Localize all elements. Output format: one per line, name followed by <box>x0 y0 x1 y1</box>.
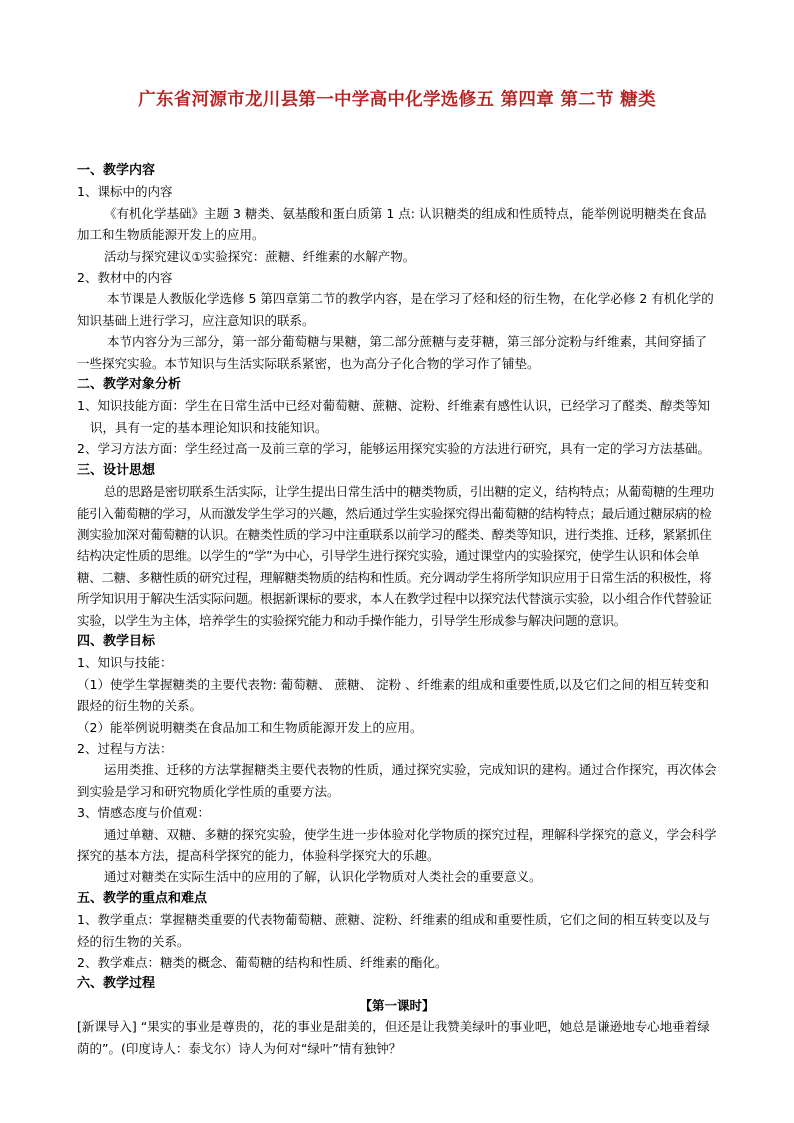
section-heading-keypoints: 五、教学的重点和难点 <box>77 890 208 906</box>
subheading-curriculum: 1、课标中的内容 <box>77 184 173 200</box>
paragraph-design: 总的思路是密切联系生活实际，让学生提出日常生活中的糖类物质，引出糖的定义，结构特点；从葡萄糖的生理功能引入葡萄糖的学习，从而激发学生学习的兴趣，然后通过学生实验探究得出葡萄糖的结构特点；最后通过糖尿病的检测实验加深对葡萄糖的认识。在糖类性质的学习中注重联系以前学习的醛类、醇类等知识，进行类推、迁移，紧紧抓住结构决定性质的思维。以学生的“学”为中心，引导学生进行探究实验，通过课堂内的实验探究，使学生认识和体会单糖、二糖、多糖性质的研究过程，理解糖类物质的结构和性质。充分调动学生将所学知识应用于日常生活的积极性，将所学知识用于解决生活实际问题。根据新课标的要求，本人在教学过程中以探究法代替演示实验，以小组合作代替验证实验，以学生为主体，培养学生的实验探究能力和动手操作能力，引导学生形成参与解决问题的意识。 <box>77 484 715 628</box>
document-title: 广东省河源市龙川县第一中学高中化学选修五 第四章 第二节 糖类 <box>138 90 656 110</box>
subheading-attitude: 3、情感态度与价值观： <box>77 805 210 821</box>
section-heading-content: 一、教学内容 <box>77 163 156 178</box>
subheading-textbook: 2、教材中的内容 <box>77 270 173 286</box>
paragraph-learning-methods: 2、学习方法方面：学生经过高一及前三章的学习，能够运用探究实验的方法进行研究，具有一定的学习方法基础。 <box>77 441 710 457</box>
paragraph-goal-2: （2）能举例说明糖类在食品加工和生物质能源开发上的应用。 <box>77 719 423 735</box>
paragraph-knowledge-skills: 1、知识技能方面：学生在日常生活中已经对葡萄糖、蔗糖、淀粉、纤维素有感性认识，已经学习了醛类、醇类等知识，具有一定的基本理论知识和技能知识。 <box>77 398 710 435</box>
paragraph-significance: 通过对糖类在实际生活中的应用的了解，认识化学物质对人类社会的重要意义。 <box>104 869 542 885</box>
paragraph-structure: 本节内容分为三部分，第一部分葡萄糖与果糖，第二部分蔗糖与麦芽糖，第三部分淀粉与纤维素，其间穿插了一些探究实验。本节知识与生活实际联系紧密，也为高分子化合物的学习作了铺垫。 <box>77 334 708 371</box>
subheading-process: 2、过程与方法： <box>77 740 173 756</box>
paragraph-key-point: 1、教学重点：掌握糖类重要的代表物葡萄糖、蔗糖、淀粉、纤维素的组成和重要性质，它们之间的相互转变以及与烃的衍生物的关系。 <box>77 912 710 949</box>
section-heading-design: 三、设计思想 <box>77 462 156 478</box>
paragraph-difficulty: 2、教学难点：糖类的概念、葡萄糖的结构和性质、纤维素的酯化。 <box>77 955 448 971</box>
paragraph-curriculum: 《有机化学基础》主题 3 糖类、氨基酸和蛋白质第 1 点: 认识糖类的组成和性质特点，能举例说明糖类在食品加工和生物质能源开发上的应用。 <box>77 205 707 243</box>
paragraph-activity: 活动与探究建议①实验探究：蔗糖、纤维素的水解产物。 <box>104 248 416 264</box>
paragraph-goal-1: （1）使学生掌握糖类的主要代表物: 葡萄糖、 蔗糖、 淀粉 、纤维素的组成和重要性质,以及它们之间的相互转变和跟烃的衍生物的关系。 <box>77 676 710 714</box>
paragraph-attitude: 通过单糖、双糖、多糖的探究实验，使学生进一步体验对化学物质的探究过程，理解科学探究的意义，学会科学探究的基本方法，提高科学探究的能力，体验科学探究大的乐趣。 <box>77 826 717 863</box>
paragraph-process: 运用类推、迁移的方法掌握糖类主要代表物的性质，通过探究实验，完成知识的建构。通过合作探究，再次体会到实验是学习和研究物质化学性质的重要方法。 <box>77 762 717 799</box>
document-body <box>77 160 717 1059</box>
section-heading-process: 六、教学过程 <box>77 976 156 992</box>
paragraph-introduction: [新课导入] “果实的事业是尊贵的，花的事业是甜美的，但还是让我赞美绿叶的事业吧，她总是谦逊地专心地垂着绿荫的”。(印度诗人：泰戈尔）诗人为何对“绿叶”情有独钟？ <box>77 1019 710 1056</box>
lesson-heading: 【第一课时】 <box>359 997 435 1013</box>
section-heading-goals: 四、教学目标 <box>77 633 156 649</box>
section-heading-students: 二、教学对象分析 <box>77 377 182 393</box>
paragraph-textbook: 本节课是人教版化学选修 5 第四章第二节的教学内容，是在学习了烃和烃的衍生物，在化学必修 2 有机化学的知识基础上进行学习，应注意知识的联系。 <box>77 291 714 328</box>
subheading-knowledge: 1、知识与技能： <box>77 655 173 671</box>
